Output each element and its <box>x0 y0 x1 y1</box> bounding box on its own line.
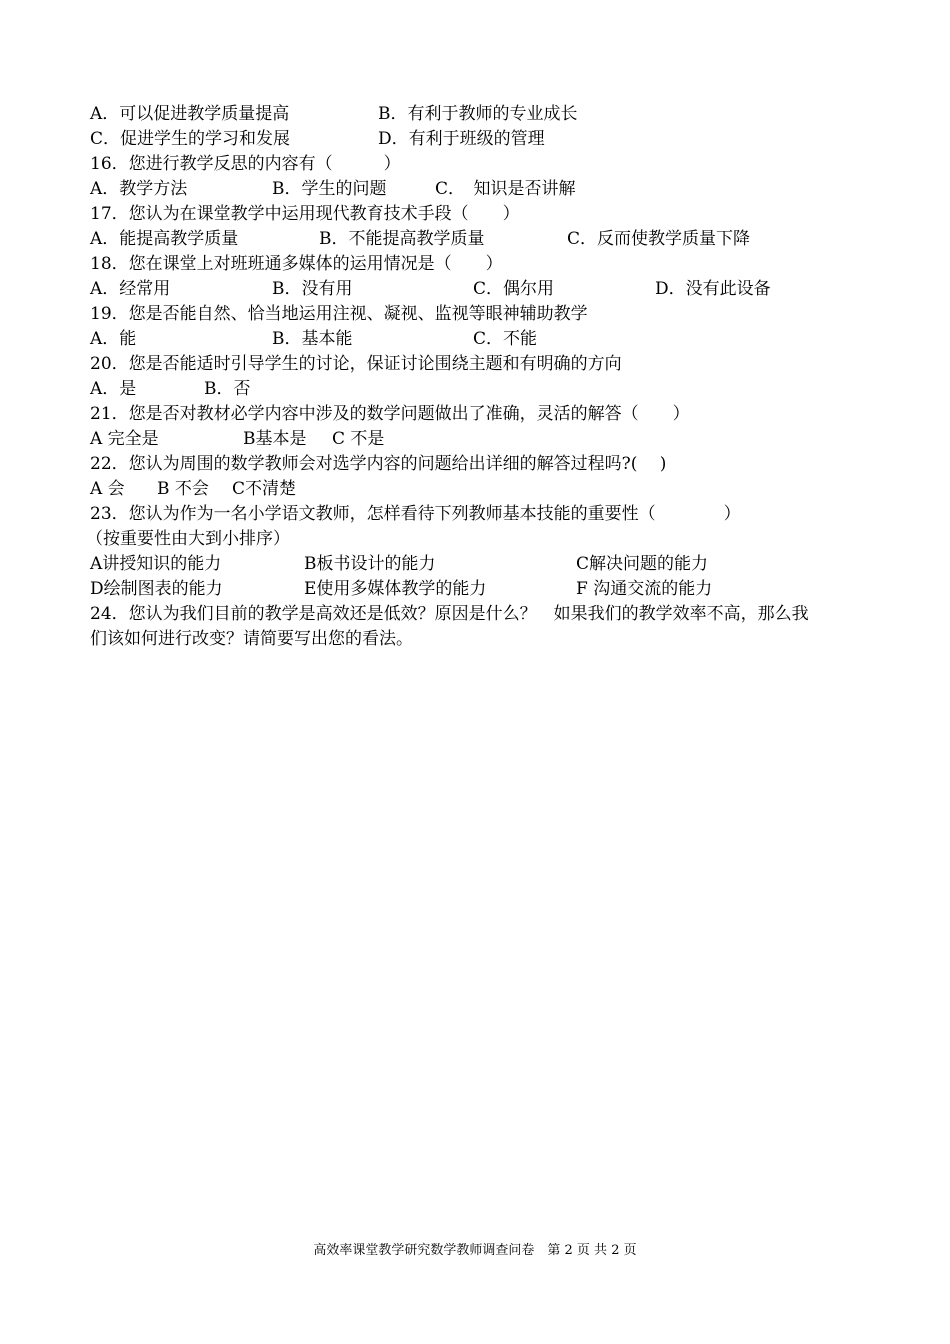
q23-question: 23．您认为作为一名小学语文教师，怎样看待下列教师基本技能的重要性（ ） <box>90 504 741 524</box>
q22-option-a: A 会 <box>90 479 125 499</box>
q23-option-c: C解决问题的能力 <box>576 554 709 574</box>
q18-option-c: C．偶尔用 <box>473 279 555 299</box>
q15-option-a: A．可以促进教学质量提高 <box>90 104 290 124</box>
q21-options <box>90 427 385 452</box>
q18-option-d: D．没有此设备 <box>655 279 771 299</box>
q23-option-a: A讲授知识的能力 <box>90 554 222 574</box>
q22-option-c: C不清楚 <box>232 479 297 499</box>
q16-options <box>90 177 576 202</box>
page-footer: 高效率课堂教学研究数学教师调查问卷 第 2 页 共 2 页 <box>313 1243 637 1258</box>
q19-option-c: C．不能 <box>473 329 538 349</box>
q18-option-b: B．没有用 <box>272 279 353 299</box>
q17-question: 17．您认为在课堂教学中运用现代教育技术手段（ ） <box>90 204 520 224</box>
q21-option-a: A 完全是 <box>90 429 159 449</box>
q22-options <box>90 477 297 502</box>
q23-option-f: F 沟通交流的能力 <box>576 579 713 599</box>
q16-question: 16．您进行教学反思的内容有（ ） <box>90 154 401 174</box>
q23-options-row-2 <box>90 577 713 602</box>
q19-option-a: A．能 <box>90 329 137 349</box>
q17-option-c: C．反而使教学质量下降 <box>567 229 751 249</box>
q15-option-c: C．促进学生的学习和发展 <box>90 129 291 149</box>
q17-option-b: B．不能提高教学质量 <box>319 229 485 249</box>
q20-option-b: B．否 <box>204 379 251 399</box>
q24-question-line-2: 们该如何进行改变？请简要写出您的看法。 <box>90 629 413 649</box>
q22-option-b: B 不会 <box>157 479 209 499</box>
q19-options <box>90 327 538 352</box>
q20-options <box>90 377 251 402</box>
q18-question: 18．您在课堂上对班班通多媒体的运用情况是（ ） <box>90 254 503 274</box>
q17-option-a: A．能提高教学质量 <box>90 229 239 249</box>
q15-options-row-2 <box>90 127 545 152</box>
q19-question: 19．您是否能自然、恰当地运用注视、凝视、监视等眼神辅助教学 <box>90 304 588 324</box>
q16-option-a: A．教学方法 <box>90 179 188 199</box>
q15-option-b: B．有利于教师的专业成长 <box>378 104 578 124</box>
q24-question-line-1: 24．您认为我们目前的教学是高效还是低效？原因是什么？ 如果我们的教学效率不高，那么我 <box>90 604 809 624</box>
q23-option-e: E使用多媒体教学的能力 <box>304 579 487 599</box>
q21-option-c: C 不是 <box>332 429 385 449</box>
q23-option-b: B板书设计的能力 <box>304 554 436 574</box>
q23-option-d: D绘制图表的能力 <box>90 579 223 599</box>
q17-options <box>90 227 751 252</box>
q20-option-a: A．是 <box>90 379 137 399</box>
q21-option-b: B基本是 <box>243 429 307 449</box>
q16-option-c: C． 知识是否讲解 <box>435 179 576 199</box>
q23-note: （按重要性由大到小排序） <box>86 529 290 549</box>
q18-option-a: A．经常用 <box>90 279 171 299</box>
q20-question: 20．您是否能适时引导学生的讨论，保证讨论围绕主题和有明确的方向 <box>90 354 622 374</box>
q16-option-b: B．学生的问题 <box>272 179 387 199</box>
q22-question: 22．您认为周围的数学教师会对选学内容的问题给出详细的解答过程吗?( ) <box>90 454 667 474</box>
q18-options <box>90 277 771 302</box>
q23-options-row-1 <box>90 552 709 577</box>
q15-option-d: D．有利于班级的管理 <box>378 129 545 149</box>
q19-option-b: B．基本能 <box>272 329 353 349</box>
q21-question: 21．您是否对教材必学内容中涉及的数学问题做出了准确，灵活的解答（ ） <box>90 404 690 424</box>
q15-options-row-1 <box>90 102 578 127</box>
